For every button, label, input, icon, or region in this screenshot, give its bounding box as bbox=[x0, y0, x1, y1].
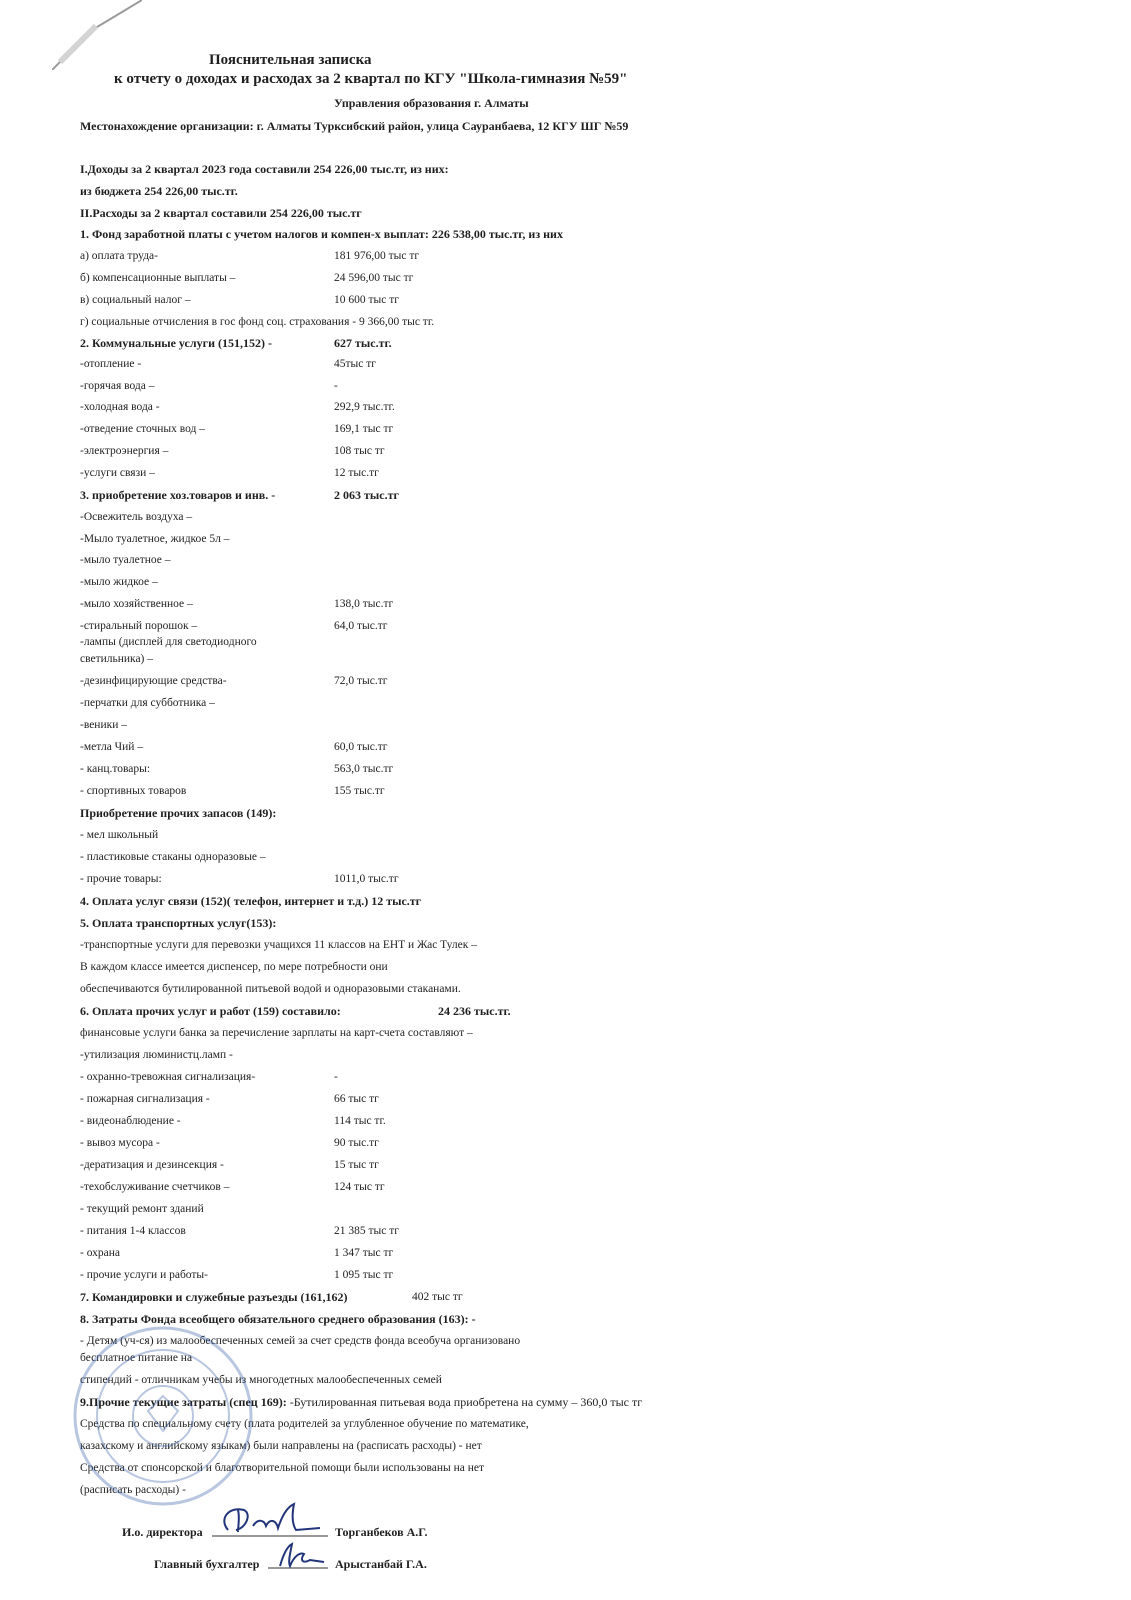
expenses-header: II.Расходы за 2 квартал составили 254 226,00 тыс.тг bbox=[80, 206, 362, 220]
other-stock-header: Приобретение прочих запасов (149): bbox=[80, 806, 277, 820]
payroll-social-insurance: г) социальные отчисления в гос фонд соц. страхования - 9 366,00 тыс тг. bbox=[80, 316, 435, 328]
service-label: - охранно-тревожная сигнализация- bbox=[80, 1071, 256, 1083]
special-account-line: казахскому и английскому языкам) были направлены на (расписать расходы) - нет bbox=[80, 1440, 482, 1452]
service-value: 1 095 тыс тг bbox=[334, 1269, 394, 1281]
goods-item-label: -мыло туалетное – bbox=[80, 554, 171, 566]
goods-item-label: -Мыло туалетное, жидкое 5л – bbox=[80, 533, 230, 545]
goods-item-label: -метла Чий – bbox=[80, 741, 144, 753]
travel-label: 7. Командировки и служебные разъезды (161,162) bbox=[80, 1290, 348, 1304]
accountant-title: Главный бухгалтер bbox=[154, 1557, 260, 1571]
services-label: 6. Оплата прочих услуг и работ (159) составило: bbox=[80, 1004, 341, 1018]
accountant-name: Арыстанбай Г.А. bbox=[335, 1557, 427, 1571]
bank-services-line: финансовые услуги банка за перечисление зарплаты на карт-счета составляют – bbox=[80, 1027, 473, 1039]
transport-header: 5. Оплата транспортных услуг(153): bbox=[80, 916, 277, 930]
travel-value: 402 тыс тг bbox=[412, 1291, 463, 1303]
service-label: - текущий ремонт зданий bbox=[80, 1203, 204, 1215]
goods-total: 2 063 тыс.тг bbox=[334, 488, 399, 502]
service-label: - прочие услуги и работы- bbox=[80, 1269, 208, 1281]
payroll-value: 181 976,00 тыс тг bbox=[334, 250, 420, 262]
goods-item-value: 563,0 тыс.тг bbox=[334, 763, 394, 775]
fund-line: стипендий - отличникам учебы из многодетных малообеспеченных семей bbox=[80, 1374, 442, 1386]
communication-header: 4. Оплата услуг связи (152)( телефон, интернет и т.д.) 12 тыс.тг bbox=[80, 894, 422, 908]
utilities-label: 2. Коммунальные услуги (151,152) - bbox=[80, 336, 272, 350]
payroll-label: б) компенсационные выплаты – bbox=[80, 272, 236, 284]
round-seal-stamp bbox=[68, 1316, 258, 1516]
goods-item-value: 64,0 тыс.тг bbox=[334, 620, 388, 632]
utility-label: -услуги связи – bbox=[80, 467, 155, 479]
lamps-label-line-1: -лампы (дисплей для светодиодного bbox=[80, 636, 257, 648]
goods-item-value: 155 тыс.тг bbox=[334, 785, 385, 797]
goods-item-label: - спортивных товаров bbox=[80, 785, 187, 797]
goods-item-label: -мыло жидкое – bbox=[80, 576, 158, 588]
utility-value: 169,1 тыс тг bbox=[334, 423, 394, 435]
director-title: И.о. директора bbox=[122, 1525, 203, 1539]
special-account-line: (расписать расходы) - bbox=[80, 1484, 186, 1496]
payroll-label: а) оплата труда- bbox=[80, 250, 158, 262]
utility-value: 12 тыс.тг bbox=[334, 467, 379, 479]
service-value: 124 тыс тг bbox=[334, 1181, 385, 1193]
service-value: 21 385 тыс тг bbox=[334, 1225, 399, 1237]
utility-label: -холодная вода - bbox=[80, 401, 160, 413]
income-line-2: из бюджета 254 226,00 тыс.тг. bbox=[80, 184, 238, 198]
goods-item-value: 138,0 тыс.тг bbox=[334, 598, 394, 610]
other-stock-label: - мел школьный bbox=[80, 829, 159, 841]
utility-value: 45тыс тг bbox=[334, 358, 376, 370]
transport-line: -транспортные услуги для перевозки учащихся 11 классов на ЕНТ и Жас Тулек – bbox=[80, 939, 477, 951]
goods-item-label: -перчатки для субботника – bbox=[80, 697, 215, 709]
utility-label: -электроэнергия – bbox=[80, 445, 169, 457]
service-value: 1 347 тыс тг bbox=[334, 1247, 394, 1259]
goods-item-label: -стиральный порошок – bbox=[80, 620, 198, 632]
folded-corner-mark bbox=[52, 0, 142, 70]
utility-label: -отведение сточных вод – bbox=[80, 423, 205, 435]
accountant-signature-icon bbox=[266, 1540, 331, 1572]
utility-label: -горячая вода – bbox=[80, 380, 155, 392]
director-name: Торганбеков А.Г. bbox=[335, 1525, 428, 1539]
service-label: - видеонаблюдение - bbox=[80, 1115, 181, 1127]
utility-value: 292,9 тыс.тг. bbox=[334, 401, 395, 413]
goods-item-label: - канц.товары: bbox=[80, 763, 151, 775]
goods-item-label: -мыло хозяйственное – bbox=[80, 598, 193, 610]
service-label: -техобслуживание счетчиков – bbox=[80, 1181, 230, 1193]
fund-header: 8. Затраты Фонда всеобщего обязательного среднего образования (163): - bbox=[80, 1312, 476, 1326]
other-stock-value: 1011,0 тыс.тг bbox=[334, 873, 399, 885]
goods-item-value: 72,0 тыс.тг bbox=[334, 675, 388, 687]
utility-value: 108 тыс тг bbox=[334, 445, 385, 457]
service-label: - питания 1-4 классов bbox=[80, 1225, 186, 1237]
service-label: -утилизация люминистц.ламп - bbox=[80, 1049, 233, 1061]
utilities-total: 627 тыс.тг. bbox=[334, 336, 392, 350]
goods-item-label: -дезинфицирующие средства- bbox=[80, 675, 227, 687]
document-title: Пояснительная записка bbox=[209, 52, 372, 68]
director-signature-icon bbox=[208, 1500, 333, 1545]
payroll-value: 24 596,00 тыс тг bbox=[334, 272, 414, 284]
service-label: - охрана bbox=[80, 1247, 121, 1259]
income-line-1: I.Доходы за 2 квартал 2023 года составили 254 226,00 тыс.тг, из них: bbox=[80, 162, 449, 176]
payroll-header: 1. Фонд заработной платы с учетом налогов и компен-х выплат: 226 538,00 тыс.тг, из них bbox=[80, 227, 563, 241]
service-value: 90 тыс.тг bbox=[334, 1137, 379, 1149]
goods-item-value: 60,0 тыс.тг bbox=[334, 741, 388, 753]
service-value: 66 тыс тг bbox=[334, 1093, 379, 1105]
utility-value: - bbox=[334, 380, 338, 392]
lamps-label-line-2: светильника) – bbox=[80, 653, 154, 665]
service-label: - вывоз мусора - bbox=[80, 1137, 160, 1149]
other-stock-label: - пластиковые стаканы одноразовые – bbox=[80, 851, 266, 863]
department-line: Управления образования г. Алматы bbox=[334, 96, 529, 110]
fund-line: бесплатное питание на bbox=[80, 1352, 193, 1364]
payroll-value: 10 600 тыс тг bbox=[334, 294, 399, 306]
service-label: -дератизация и дезинсекция - bbox=[80, 1159, 224, 1171]
fund-line: - Детям (уч-ся) из малообеспеченных семей за счет средств фонда всеобуча организовано bbox=[80, 1335, 521, 1347]
service-value: - bbox=[334, 1071, 338, 1083]
payroll-label: в) социальный налог – bbox=[80, 294, 191, 306]
utility-label: -отопление - bbox=[80, 358, 142, 370]
location-line: Местонахождение организации: г. Алматы Турксибский район, улица Сауранбаева, 12 КГУ ШГ №59 bbox=[80, 119, 629, 133]
transport-line: обеспечиваются бутилированной питьевой водой и одноразовыми стаканами. bbox=[80, 983, 461, 995]
goods-label: 3. приобретение хоз.товаров и инв. - bbox=[80, 488, 276, 502]
other-current-text: -Бутилированная питьевая вода приобретена на сумму – 360,0 тыс тг bbox=[289, 1395, 643, 1409]
transport-line: В каждом классе имеется диспенсер, по мере потребности они bbox=[80, 961, 388, 973]
services-total: 24 236 тыс.тг. bbox=[438, 1004, 511, 1018]
special-account-line: Средства от спонсорской и благотворительной помощи были использованы на нет bbox=[80, 1462, 485, 1474]
service-value: 114 тыс тг. bbox=[334, 1115, 386, 1127]
service-label: - пожарная сигнализация - bbox=[80, 1093, 210, 1105]
document-subtitle: к отчету о доходах и расходах за 2 квартал по КГУ "Школа-гимназия №59" bbox=[114, 71, 628, 87]
other-current-label: 9.Прочие текущие затраты (спец 169): bbox=[80, 1395, 290, 1409]
goods-item-label: -Освежитель воздуха – bbox=[80, 511, 193, 523]
goods-item-label: -веники – bbox=[80, 719, 127, 731]
service-value: 15 тыс тг bbox=[334, 1159, 379, 1171]
special-account-line: Средства по специальному счету (плата родителей за углубленное обучение по математике, bbox=[80, 1418, 529, 1430]
other-stock-label: - прочие товары: bbox=[80, 873, 162, 885]
